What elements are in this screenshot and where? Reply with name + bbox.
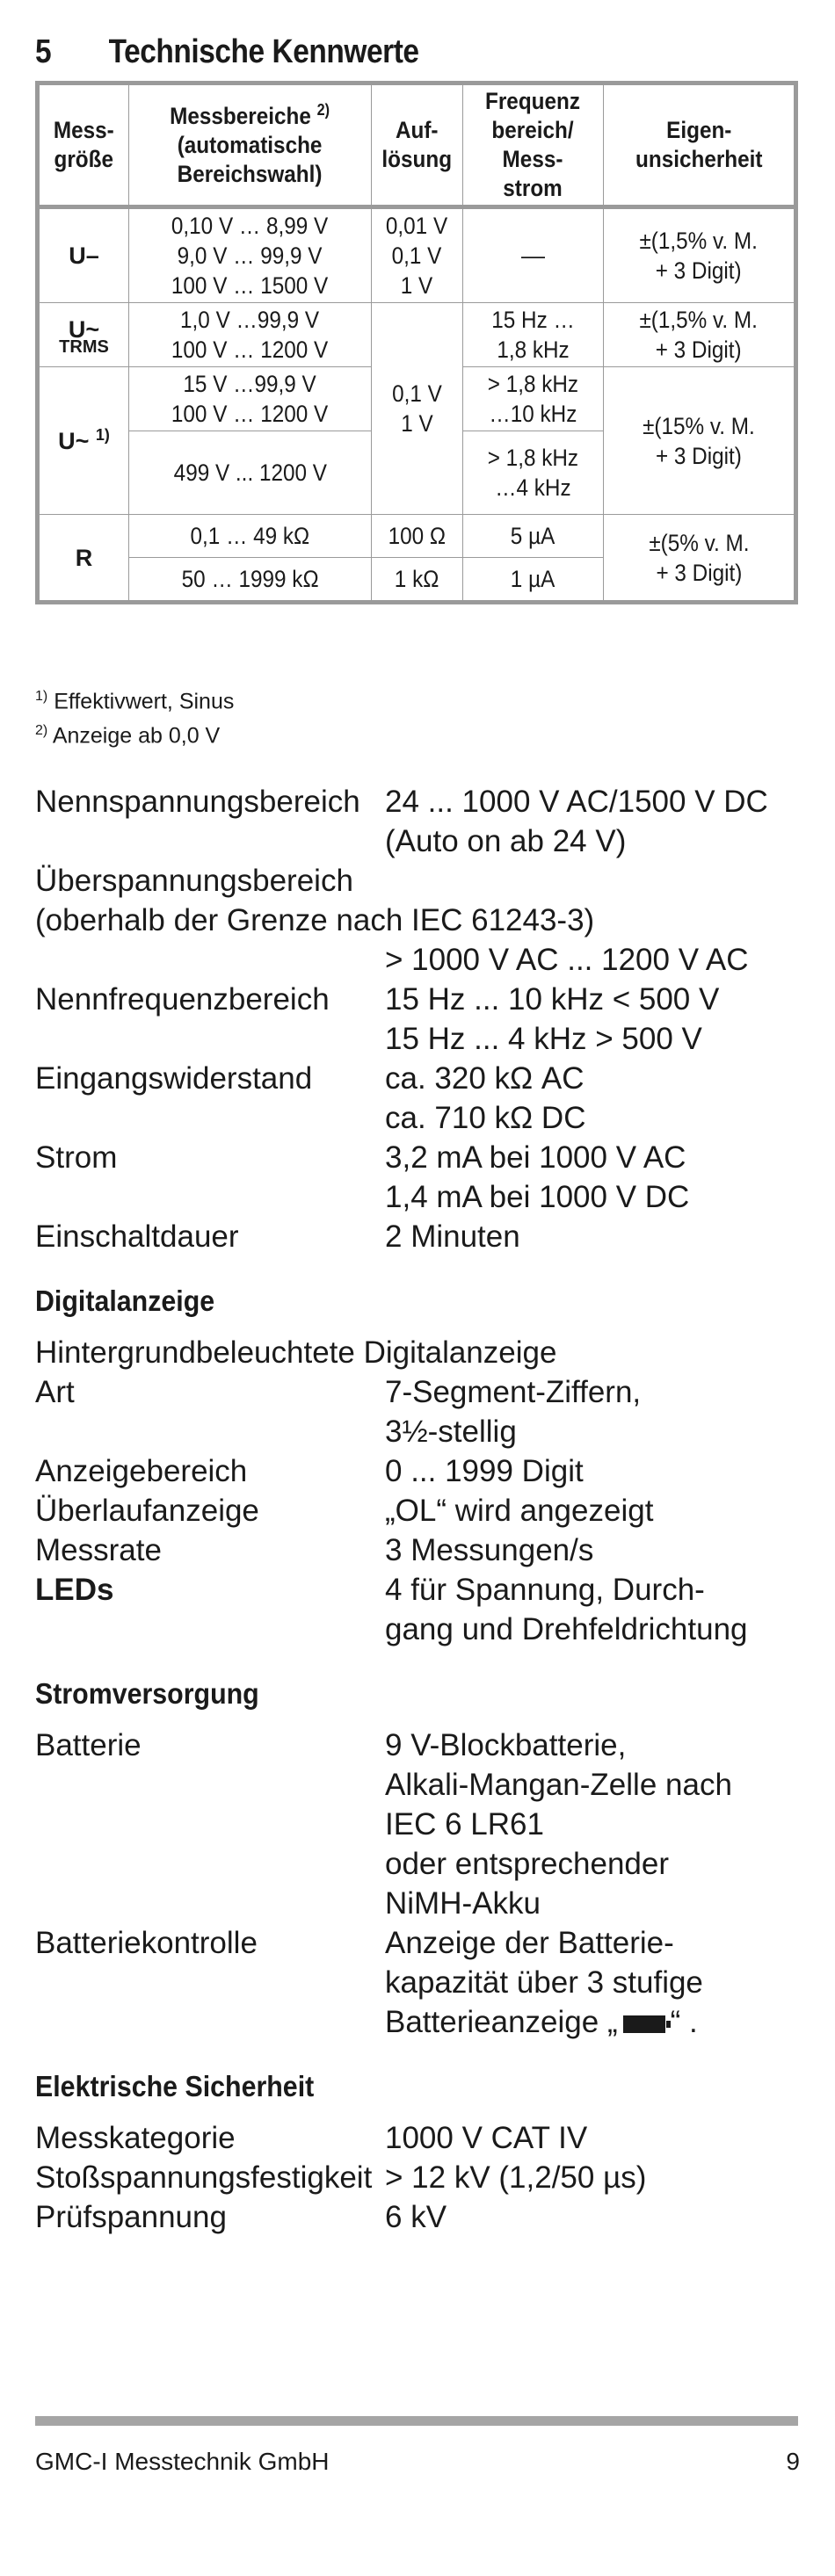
quantity-uac: U~ $^{1)}$: [38, 367, 129, 515]
frequency-utrms: 15 Hz … 1,8 kHz: [463, 303, 604, 367]
specification-list: [35, 782, 809, 2237]
specifications-table: [35, 81, 798, 604]
footer-company: GMC-I Messtechnik GmbH: [35, 2448, 330, 2475]
spec-ueberspannung-value: > 1000 V AC ... 1200 V AC: [385, 943, 749, 977]
footnote-2: $^{2)}$ Anzeige ab 0,0 V: [35, 723, 221, 749]
spec-nennspannung: Nennspannungsbereich 24 ... 1000 V AC/1500 V DC (Auto on ab 24 V): [35, 785, 768, 858]
ranges-uac-a: 15 V …99,9 V 100 V … 1200 V: [129, 367, 372, 431]
spec-strom: Strom 3,2 mA bei 1000 V AC 1,4 mA bei 1000 V DC: [35, 1140, 690, 1214]
spec-leds: LEDs 4 für Spannung, Durch- gang und Drehfeldrichtung: [35, 1573, 748, 1646]
display-intro: Hintergrundbeleuchtete Digitalanzeige: [35, 1335, 557, 1370]
resolution-uac: 0,1 V 1 V: [372, 303, 463, 515]
header-frequency: Frequenz bereich/ Mess- strom: [463, 83, 604, 207]
range-r-a: 0,1 … 49 kΩ: [129, 515, 372, 558]
footnote-1: $^{1)}$ Effektivwert, Sinus: [35, 689, 235, 714]
spec-ueberlaufanzeige: Überlaufanzeige „OL“ wird angezeigt: [35, 1494, 654, 1528]
table-header-row: [38, 83, 796, 207]
table-row-utrms: [38, 303, 796, 367]
header-ranges: Messbereiche $^{2)}$ (automatische Bereichswahl): [129, 83, 372, 207]
uncertainty-utrms: ±(1,5% v. M. + 3 Digit): [604, 303, 796, 367]
section-heading: [35, 33, 419, 71]
header-quantity: Mess- größe: [38, 83, 129, 207]
frequency-uac-a: > 1,8 kHz …10 kHz: [463, 367, 604, 431]
header-uncertainty: Eigen- unsicherheit: [604, 83, 796, 207]
section-title: Technische Kennwerte: [108, 33, 419, 70]
table-footnotes: [35, 682, 234, 751]
spec-stossspannung: Stoßspannungsfestigkeit > 12 kV (1,2/50 µs): [35, 2160, 647, 2195]
frequency-uac-b: > 1,8 kHz …4 kHz: [463, 431, 604, 515]
ranges-uac-b: 499 V ... 1200 V: [129, 431, 372, 515]
uncertainty-udc: ±(1,5% v. M. + 3 Digit): [604, 207, 796, 303]
spec-art: Art 7-Segment-Ziffern, 3½-stellig: [35, 1375, 642, 1449]
spec-messrate: Messrate 3 Messungen/s: [35, 1533, 594, 1567]
spec-pruefspannung: Prüfspannung 6 kV: [35, 2200, 447, 2234]
footer-page-number: 9: [786, 2448, 800, 2475]
spec-eingangswiderstand: Eingangswiderstand ca. 320 kΩ AC ca. 710 kΩ DC: [35, 1061, 586, 1135]
resolution-udc: 0,01 V 0,1 V 1 V: [372, 207, 463, 303]
heading-stromversorgung: Stromversorgung: [35, 1677, 259, 1710]
frequency-udc: —: [463, 207, 604, 303]
spec-batteriekontrolle: Batteriekontrolle Anzeige der Batterie- kapazität über 3 stufige Batterieanzeige „ “ .: [35, 1926, 703, 2039]
quantity-udc: U–: [38, 207, 129, 303]
current-r-a: 5 µA: [463, 515, 604, 558]
quantity-utrms: U~ TRMS: [38, 303, 129, 367]
uncertainty-uac: ±(15% v. M. + 3 Digit): [604, 367, 796, 515]
heading-elektrische-sicherheit: Elektrische Sicherheit: [35, 2070, 315, 2102]
ranges-udc: 0,10 V … 8,99 V 9,0 V … 99,9 V 100 V … 1500 V: [129, 207, 372, 303]
spec-anzeigebereich: Anzeigebereich 0 ... 1999 Digit: [35, 1454, 584, 1488]
spec-messkategorie: Messkategorie 1000 V CAT IV: [35, 2121, 588, 2155]
uncertainty-r: ±(5% v. M. + 3 Digit): [604, 515, 796, 603]
spec-einschaltdauer: Einschaltdauer 2 Minuten: [35, 1219, 520, 1254]
spec-ueberspannung-label: Überspannungsbereich: [35, 864, 353, 898]
quantity-r: R: [38, 515, 129, 603]
resolution-r-b: 1 kΩ: [372, 558, 463, 603]
spec-nennfrequenz: Nennfrequenzbereich 15 Hz ... 10 kHz < 500 V 15 Hz ... 4 kHz > 500 V: [35, 982, 720, 1056]
spec-ueberspannung-note: (oberhalb der Grenze nach IEC 61243-3): [35, 903, 595, 937]
battery-icon: [623, 2015, 665, 2033]
heading-digitalanzeige: Digitalanzeige: [35, 1284, 215, 1317]
section-number: 5: [35, 33, 52, 70]
range-r-b: 50 … 1999 kΩ: [129, 558, 372, 603]
current-r-b: 1 µA: [463, 558, 604, 603]
spec-batterie: Batterie 9 V-Blockbatterie, Alkali-Mangan-Zelle nach IEC 6 LR61 oder entsprechender NiMH-Akku: [35, 1728, 732, 1921]
resolution-r-a: 100 Ω: [372, 515, 463, 558]
header-resolution: Auf- lösung: [372, 83, 463, 207]
ranges-utrms: 1,0 V …99,9 V 100 V … 1200 V: [129, 303, 372, 367]
table-row-udc: [38, 207, 796, 303]
footer-rule: [35, 2416, 798, 2426]
table-row-r-a: [38, 515, 796, 558]
